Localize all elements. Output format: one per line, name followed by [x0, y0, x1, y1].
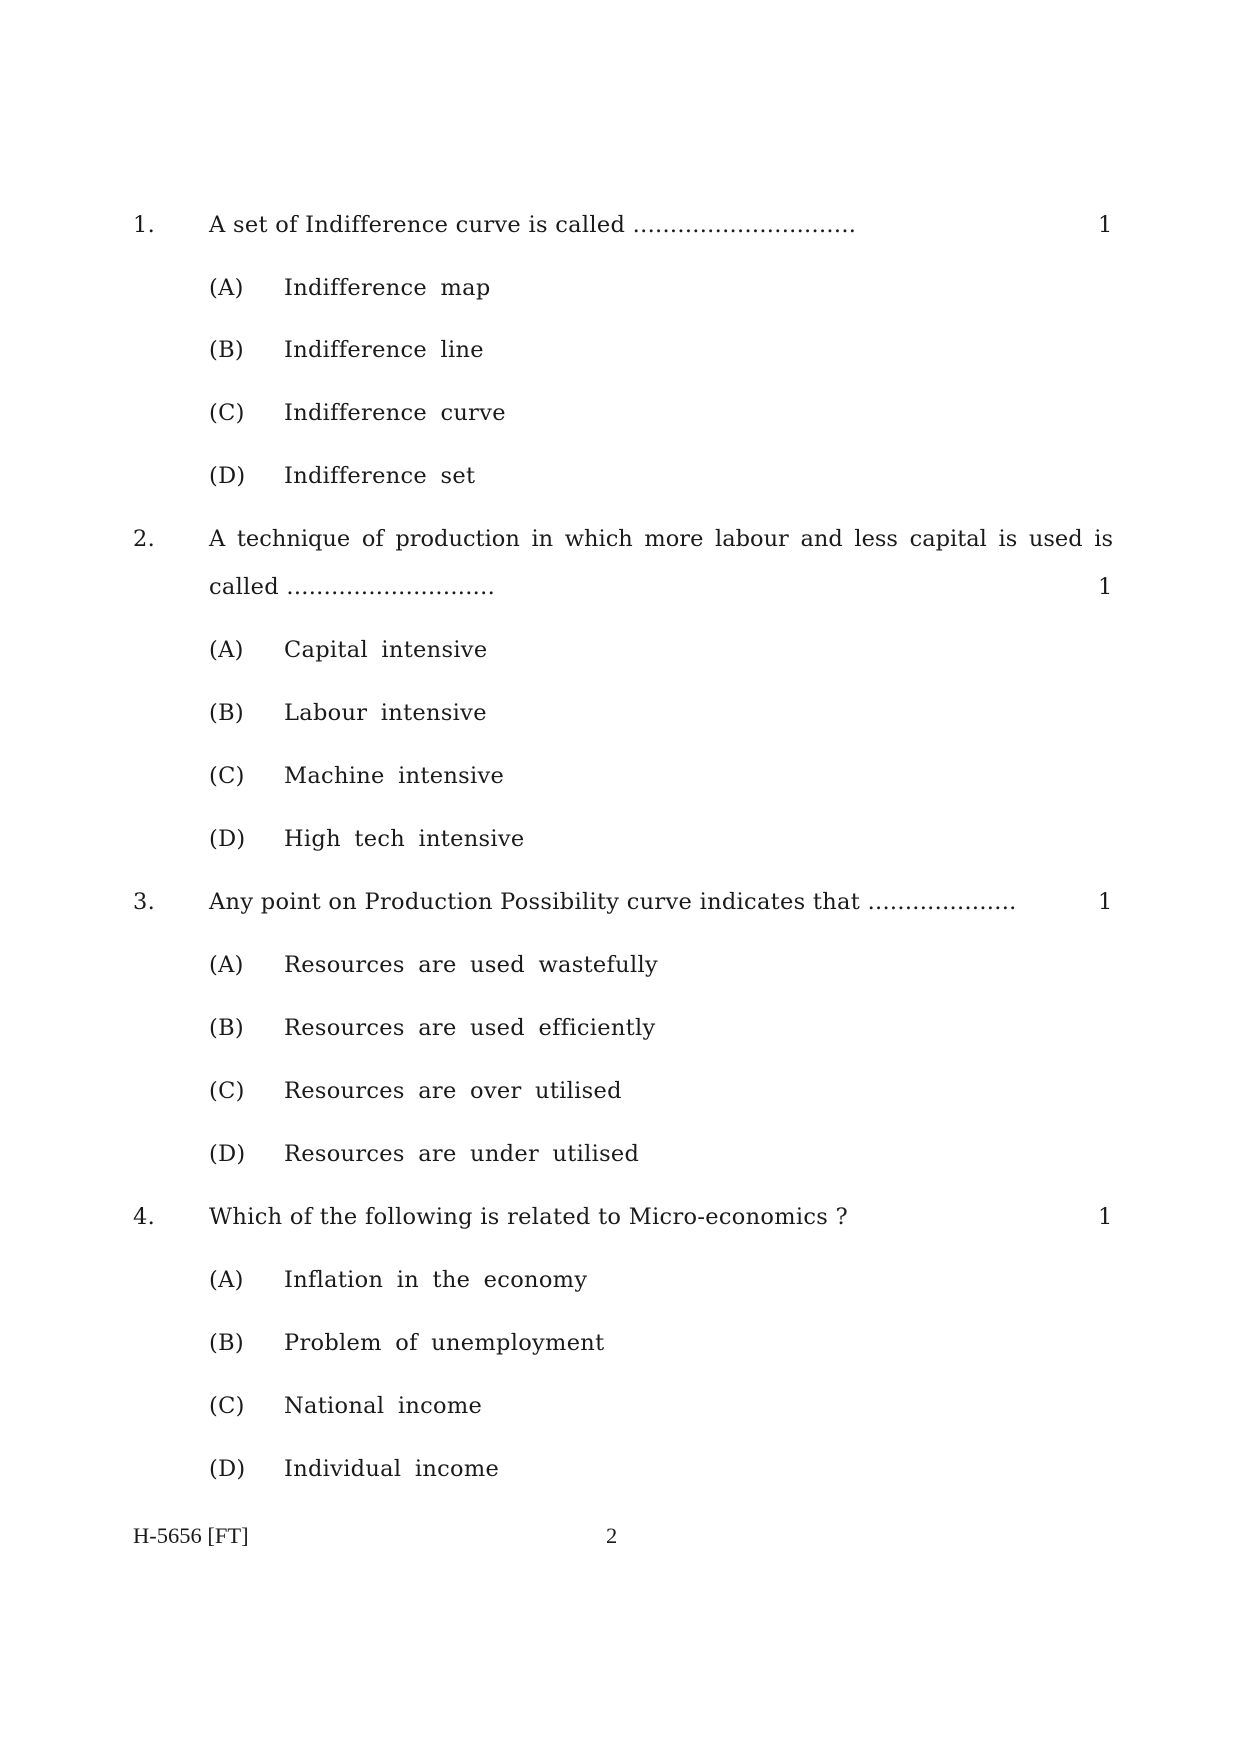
option-text: Indifference line	[284, 337, 484, 363]
option-label: (B)	[209, 1330, 244, 1356]
option-b	[209, 1015, 655, 1041]
option-c	[209, 763, 504, 789]
option-d	[209, 1141, 639, 1167]
option-text: Indifference map	[284, 275, 491, 301]
option-d	[209, 1456, 499, 1482]
option-a	[209, 952, 658, 978]
option-text: Resources are used wastefully	[284, 952, 658, 978]
question-marks: 1	[1098, 1204, 1113, 1230]
question-number: 3.	[133, 889, 156, 915]
option-text: Indifference set	[284, 463, 476, 489]
option-text: Labour intensive	[284, 700, 487, 726]
option-label: (C)	[209, 1393, 245, 1419]
question-number: 4.	[133, 1204, 156, 1230]
paper-code: H-5656 [FT]	[133, 1523, 249, 1548]
option-label: (A)	[209, 1267, 244, 1293]
option-d	[209, 463, 475, 489]
option-text: Machine intensive	[284, 763, 505, 789]
option-label: (B)	[209, 1015, 244, 1041]
option-a	[209, 1267, 587, 1293]
option-d	[209, 826, 524, 852]
option-b	[209, 1330, 604, 1356]
option-label: (D)	[209, 463, 246, 489]
question-marks: 1	[1098, 574, 1113, 600]
option-text: High tech intensive	[284, 826, 525, 852]
question-number: 2.	[133, 526, 156, 552]
question-text-line2: called ............................	[209, 574, 496, 600]
option-b	[209, 700, 487, 726]
option-a	[209, 637, 487, 663]
option-text: National income	[284, 1393, 483, 1419]
option-label: (D)	[209, 1141, 246, 1167]
option-text: Resources are under utilised	[284, 1141, 640, 1167]
option-text: Resources are over utilised	[284, 1078, 622, 1104]
option-a	[209, 275, 491, 301]
option-text: Inflation in the economy	[284, 1267, 588, 1293]
option-c	[209, 1078, 622, 1104]
option-c	[209, 1393, 482, 1419]
page-number: 2	[606, 1523, 618, 1548]
option-label: (A)	[209, 637, 244, 663]
option-text: Resources are used efficiently	[284, 1015, 656, 1041]
option-label: (D)	[209, 826, 246, 852]
question-marks: 1	[1098, 212, 1113, 238]
option-label: (A)	[209, 275, 244, 301]
option-text: Individual income	[284, 1456, 500, 1482]
question-text: Any point on Production Possibility curve indicates that ....................	[209, 889, 1017, 915]
question-marks: 1	[1098, 889, 1113, 915]
option-text: Problem of unemployment	[284, 1330, 605, 1356]
option-label: (B)	[209, 337, 244, 363]
question-text: Which of the following is related to Micro-economics ?	[209, 1204, 848, 1230]
option-label: (D)	[209, 1456, 246, 1482]
option-label: (C)	[209, 400, 245, 426]
question-text-line1: A technique of production in which more labour and less capital is used is	[209, 526, 1113, 552]
option-c	[209, 400, 506, 426]
option-text: Indifference curve	[284, 400, 506, 426]
option-label: (A)	[209, 952, 244, 978]
option-label: (C)	[209, 763, 245, 789]
question-text: A set of Indifference curve is called ..............................	[209, 212, 857, 238]
option-b	[209, 337, 484, 363]
option-label: (C)	[209, 1078, 245, 1104]
option-text: Capital intensive	[284, 637, 488, 663]
question-number: 1.	[133, 212, 156, 238]
option-label: (B)	[209, 700, 244, 726]
